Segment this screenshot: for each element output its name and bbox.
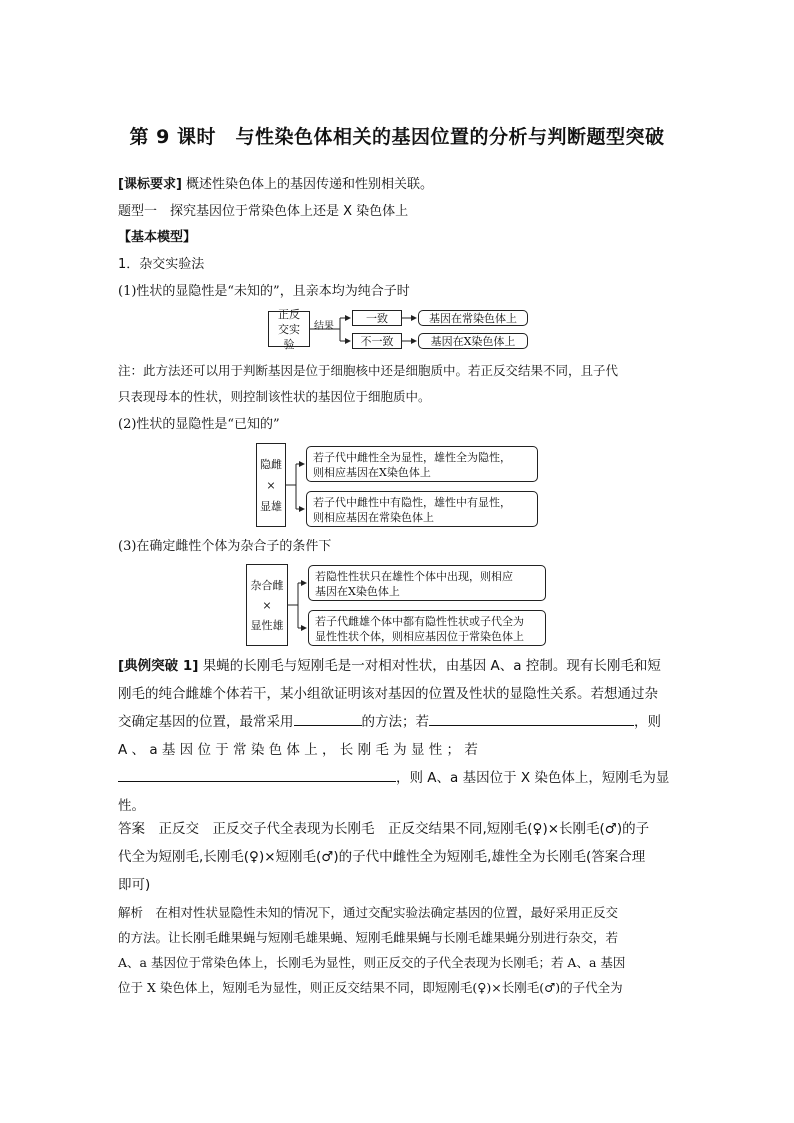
case2-heading: (2)性状的显隐性是“已知的” — [118, 417, 280, 432]
case3-left-mid: × — [262, 598, 272, 612]
analysis-line2: 的方法。让长刚毛雌果蝇与短刚毛雄果蝇、短刚毛雌果蝇与长刚毛雄果蝇分别进行杂交，若 — [118, 930, 619, 945]
case3-out-top-line1: 若隐性性状只在雄性个体中出现，则相应 — [315, 570, 513, 583]
requirement-text: 概述性染色体上的基因传递和性别相关联。 — [186, 177, 434, 192]
case1-out-bottom: 基因在X染色体上 — [418, 333, 528, 349]
analysis-line1 — [118, 900, 678, 925]
example-line4: A 、 a 基 因 位 于 常 染 色 体 上 ， 长 刚 毛 为 显 性 ； 若 — [118, 742, 478, 758]
analysis-label: 解析 — [118, 905, 144, 920]
case1-left-box-label: 正反交实验 — [278, 307, 300, 351]
example-line6: 性。 — [118, 798, 145, 814]
case2-left-box — [256, 443, 286, 527]
case3-out-top-line2: 基因在X染色体上 — [315, 585, 400, 598]
answer-blank-3[interactable] — [118, 765, 396, 782]
example-line1 — [118, 652, 678, 680]
case1-heading: (1)性状的显隐性是“未知的”，且亲本均为纯合子时 — [118, 284, 410, 299]
case1-branch-top: 一致 — [352, 310, 402, 326]
example-paragraph — [118, 652, 678, 820]
case2-out-top — [306, 446, 538, 482]
answer-blank-1[interactable] — [294, 709, 362, 726]
answer-line1 — [118, 815, 678, 843]
answer-line1-text: 正反交 正反交子代全表现为长刚毛 正反交结果不同,短刚毛(♀)×长刚毛(♂)的子 — [158, 821, 650, 837]
example-label: [典例突破 1] — [118, 658, 199, 674]
case3-out-bottom-line2: 显性性状个体，则相应基因位于常染色体上 — [315, 630, 524, 643]
case3-heading: (3)在确定雌性个体为杂合子的条件下 — [118, 539, 332, 554]
case1-branch-bottom: 不一致 — [352, 333, 402, 349]
case3-out-bottom — [308, 610, 546, 646]
case1-note-line2: 只表现母本的性状，则控制该性状的基因位于细胞质中。 — [118, 389, 431, 404]
section-heading: 1．杂交实验法 — [118, 257, 205, 272]
analysis-paragraph — [118, 900, 678, 1000]
answer-blank-2[interactable] — [429, 709, 634, 726]
case2-out-bottom-line2: 则相应基因在常染色体上 — [313, 511, 434, 524]
question-type-heading: 题型一 探究基因位于常染色体上还是 X 染色体上 — [118, 204, 409, 219]
case2-out-top-line2: 则相应基因在X染色体上 — [313, 466, 431, 479]
analysis-line1-text: 在相对性状显隐性未知的情况下，通过交配实验法确定基因的位置，最好采用正反交 — [155, 905, 619, 920]
analysis-line3: A、a 基因位于常染色体上，长刚毛为显性，则正反交的子代全表现为长刚毛；若 A、a 基因 — [118, 955, 626, 970]
case2-out-bottom — [306, 491, 538, 527]
course-requirement — [118, 176, 433, 194]
case2-left-mid: × — [266, 478, 276, 492]
answer-paragraph — [118, 815, 678, 899]
page-title: 第 9 课时 与性染色体相关的基因位置的分析与判断题型突破 — [129, 126, 665, 148]
case2-left-top: 隐雌 — [260, 457, 282, 471]
example-line2: 刚毛的纯合雌雄个体若干，某小组欲证明该对基因的位置及性状的显隐性关系。若想通过杂 — [118, 686, 658, 702]
case1-note-line1: 注：此方法还可以用于判断基因是位于细胞核中还是细胞质中。若正反交结果不同，且子代 — [118, 363, 619, 378]
analysis-line4: 位于 X 染色体上，短刚毛为显性，则正反交结果不同，即短刚毛(♀)×长刚毛(♂)的子代全为 — [118, 980, 623, 995]
example-line5 — [118, 764, 678, 792]
case2-out-bottom-line1: 若子代中雌性中有隐性，雄性中有显性， — [313, 496, 511, 509]
case3-left-bottom: 显性雄 — [250, 618, 284, 632]
example-line3-c: ，则 — [634, 714, 661, 730]
case3-left-box — [246, 564, 288, 646]
answer-label: 答案 — [118, 821, 145, 837]
case1-left-box — [268, 307, 310, 351]
answer-line2: 代全为短刚毛,长刚毛(♀)×短刚毛(♂)的子代中雌性全为短刚毛,雄性全为长刚毛(答案合理 — [118, 849, 646, 865]
example-line3-b: 的方法；若 — [361, 714, 429, 730]
case3-left-top: 杂合雌 — [250, 578, 284, 592]
case3-out-top — [308, 565, 546, 601]
requirement-label: [课标要求] — [118, 177, 182, 192]
case1-out-top: 基因在常染色体上 — [418, 310, 528, 326]
example-line3-a: 交确定基因的位置，最常采用 — [118, 714, 294, 730]
case2-out-top-line1: 若子代中雌性全为显性，雄性全为隐性， — [313, 451, 511, 464]
case3-out-bottom-line1: 若子代雌雄个体中都有隐性性状或子代全为 — [315, 615, 524, 628]
basic-model-heading: 【基本模型】 — [118, 230, 197, 245]
example-line5-text: ，则 A、a 基因位于 X 染色体上，短刚毛为显 — [396, 770, 670, 786]
example-line1-text: 果蝇的长刚毛与短刚毛是一对相对性状，由基因 A、a 控制。现有长刚毛和短 — [202, 658, 661, 674]
case1-result-label: 结果 — [314, 321, 334, 332]
case2-left-bottom: 显雄 — [260, 499, 282, 513]
example-line3 — [118, 708, 678, 736]
answer-line3: 即可) — [118, 877, 151, 893]
